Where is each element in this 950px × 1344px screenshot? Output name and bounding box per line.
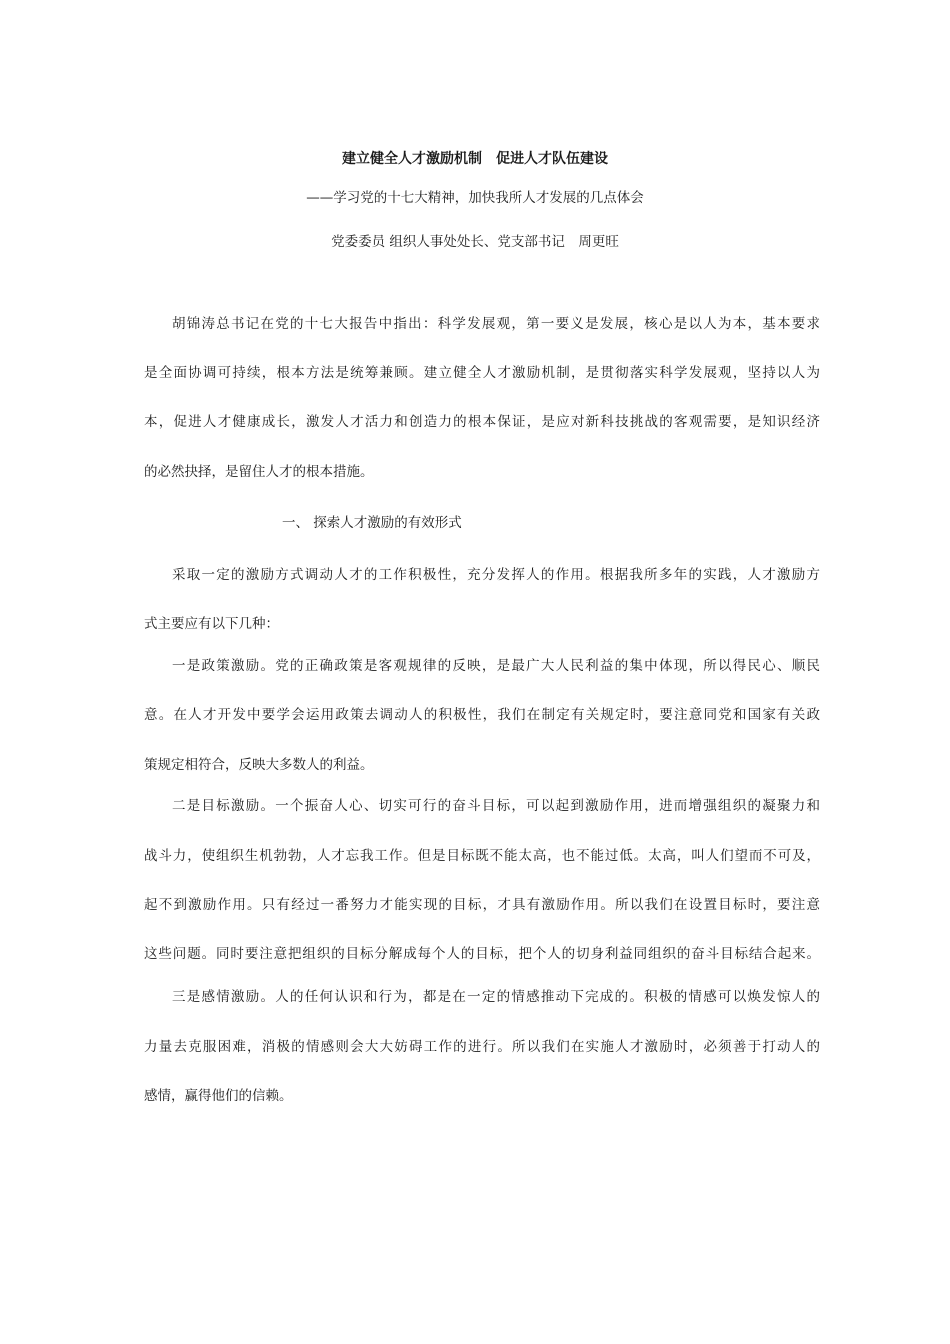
paragraph-line: 策规定相符合，反映大多数人的利益。 xyxy=(144,757,374,773)
paragraph-line: 胡锦涛总书记在党的十七大报告中指出：科学发展观，第一要义是发展，核心是以人为本，基本要求 xyxy=(172,316,820,332)
paragraph-line: 的必然抉择，是留住人才的根本措施。 xyxy=(144,464,374,480)
paragraph-line: 意。在人才开发中要学会运用政策去调动人的积极性，我们在制定有关规定时，要注意同党和国家有关政 xyxy=(144,707,820,723)
paragraph-line: 二是目标激励。一个振奋人心、切实可行的奋斗目标，可以起到激励作用，进而增强组织的凝聚力和 xyxy=(172,798,820,814)
document-title: 建立健全人才激励机制 促进人才队伍建设 xyxy=(342,151,608,167)
paragraph-line: 三是感情激励。人的任何认识和行为，都是在一定的情感推动下完成的。积极的情感可以焕发惊人的 xyxy=(172,989,820,1005)
paragraph-line: 是全面协调可持续，根本方法是统筹兼顾。建立健全人才激励机制，是贯彻落实科学发展观，坚持以人为 xyxy=(144,365,820,381)
document-subtitle: ——学习党的十七大精神，加快我所人才发展的几点体会 xyxy=(306,190,644,206)
document-author: 党委委员 组织人事处处长、党支部书记 周更旺 xyxy=(331,234,619,250)
paragraph-line: 这些问题。同时要注意把组织的目标分解成每个人的目标，把个人的切身利益同组织的奋斗目标结合起来。 xyxy=(144,946,820,962)
paragraph-line: 力量去克服困难，消极的情感则会大大妨碍工作的进行。所以我们在实施人才激励时，必须善于打动人的 xyxy=(144,1039,820,1055)
paragraph-line: 采取一定的激励方式调动人才的工作积极性，充分发挥人的作用。根据我所多年的实践，人才激励方 xyxy=(172,567,820,583)
paragraph-line: 式主要应有以下几种： xyxy=(144,616,279,632)
paragraph-line: 战斗力，使组织生机勃勃，人才忘我工作。但是目标既不能太高，也不能过低。太高，叫人们望而不可及， xyxy=(144,848,820,864)
paragraph-line: 起不到激励作用。只有经过一番努力才能实现的目标，才具有激励作用。所以我们在设置目标时，要注意 xyxy=(144,897,820,913)
section-heading: 一、 探索人才激励的有效形式 xyxy=(282,515,462,531)
paragraph-line: 本，促进人才健康成长，激发人才活力和创造力的根本保证，是应对新科技挑战的客观需要，是知识经济 xyxy=(144,414,820,430)
paragraph-line: 一是政策激励。党的正确政策是客观规律的反映，是最广大人民利益的集中体现，所以得民心、顺民 xyxy=(172,658,820,674)
paragraph-line: 感情，赢得他们的信赖。 xyxy=(144,1088,293,1104)
